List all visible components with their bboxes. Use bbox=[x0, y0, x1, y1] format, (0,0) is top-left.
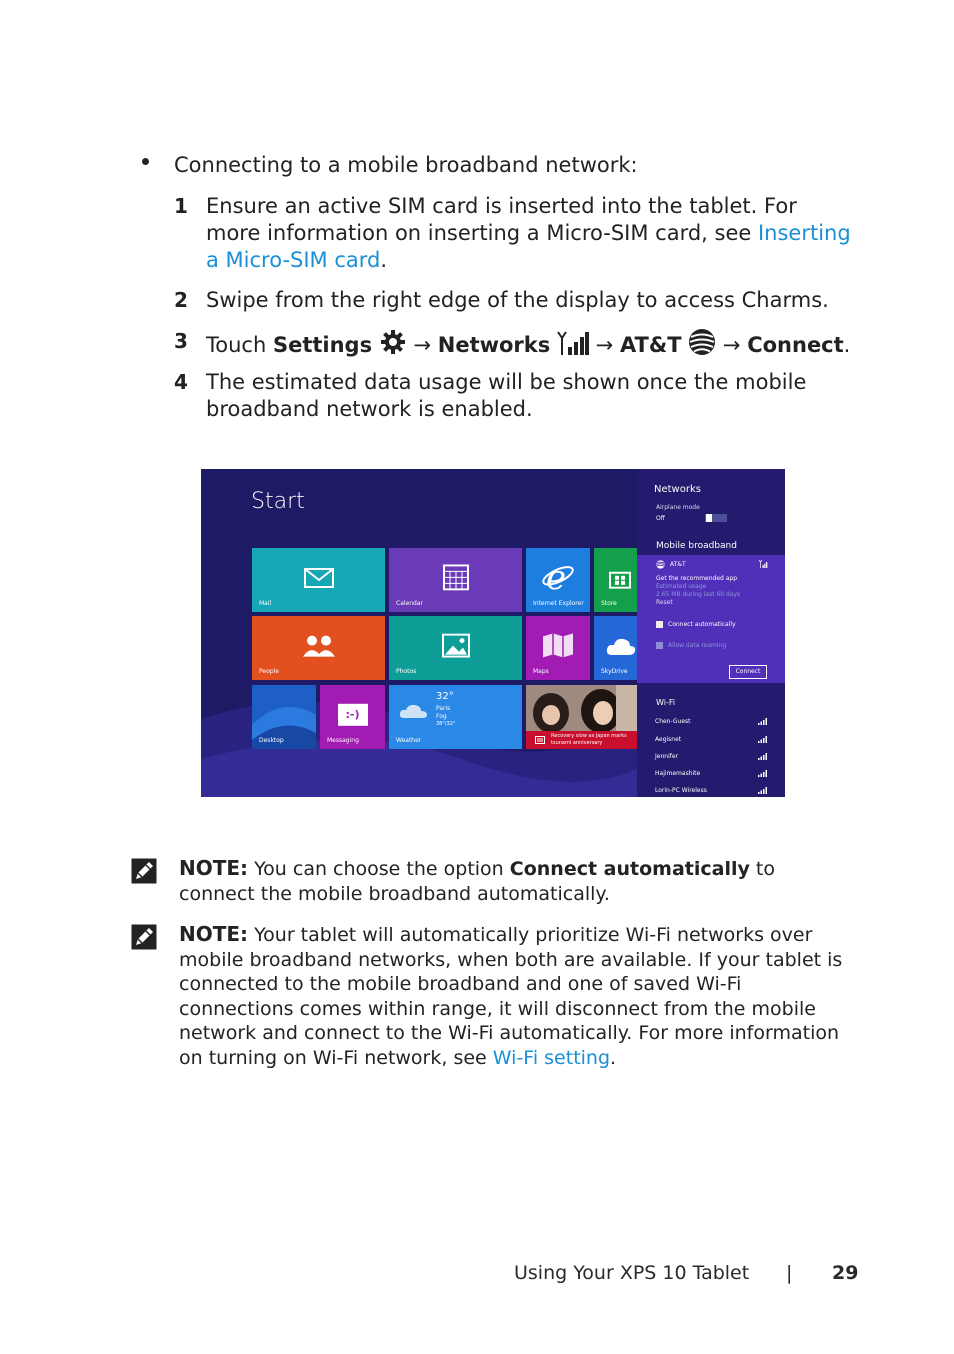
weather-tile[interactable]: 32° Paris Fog 38°/32° Weather bbox=[389, 685, 522, 749]
wifi-network[interactable]: Aegisnet bbox=[655, 736, 767, 743]
messaging-tile[interactable]: :-) Messaging bbox=[320, 685, 385, 749]
maps-icon bbox=[542, 632, 574, 658]
step-4-text: The estimated data usage will be shown once the mobile broadband network is enabled. bbox=[206, 370, 807, 421]
bullet-intro: Connecting to a mobile broadband network: bbox=[174, 153, 638, 177]
note-wifi-priority: NOTE: Your tablet will automatically prioritize Wi-Fi networks over mobile broadband networks, when both are available. If your tablet is connected to the mobile broadband and one of saved Wi-Fi connections comes within range, it will disconnect from the mobile network and connect to the Wi-Fi automatically. For more information on turning on Wi-Fi network, see Wi-Fi setting. bbox=[179, 922, 843, 1069]
wifi-signal-icon bbox=[758, 718, 767, 725]
step-4-number: 4 bbox=[174, 370, 188, 394]
photos-tile[interactable]: Photos bbox=[389, 616, 522, 680]
wifi-heading: Wi-Fi bbox=[656, 698, 676, 707]
store-tile[interactable]: Store bbox=[594, 548, 637, 612]
wifi-network[interactable]: Chen-Guest bbox=[655, 718, 767, 725]
news-caption-bar: Recovery slow as Japan marks tsunami anniversary bbox=[526, 731, 637, 749]
internet-explorer-icon bbox=[541, 561, 575, 593]
signal-bars-icon bbox=[557, 330, 589, 356]
step-3-text: Touch Settings → Networks → AT&T → Connect. bbox=[206, 328, 856, 359]
news-icon bbox=[535, 736, 545, 744]
weather-temp: 32° bbox=[436, 691, 454, 702]
networks-charm-panel bbox=[637, 469, 785, 797]
people-icon bbox=[301, 634, 337, 658]
ie-tile[interactable]: e Internet Explorer bbox=[526, 548, 590, 612]
start-screen-screenshot bbox=[201, 469, 785, 797]
allow-roaming-label: Allow data roaming bbox=[668, 642, 727, 649]
networks-title: Networks bbox=[654, 484, 701, 495]
people-tile[interactable]: People bbox=[252, 616, 385, 680]
connect-automatically-checkbox[interactable] bbox=[656, 621, 663, 628]
footer-section-title: Using Your XPS 10 Tablet bbox=[514, 1262, 750, 1284]
wifi-network[interactable]: Jennifer bbox=[655, 753, 767, 760]
bullet-dot bbox=[142, 158, 149, 165]
step-2-text: Swipe from the right edge of the display to access Charms. bbox=[206, 288, 829, 312]
wifi-network[interactable]: Hajimemashite bbox=[655, 770, 767, 777]
inserting-sim-link[interactable]: Inserting a Micro-SIM card bbox=[206, 221, 851, 272]
wifi-signal-icon bbox=[758, 736, 767, 743]
mail-tile[interactable]: Mail bbox=[252, 548, 385, 612]
news-photo bbox=[526, 685, 637, 731]
step-3-number: 3 bbox=[174, 329, 188, 353]
page-number: 29 bbox=[832, 1262, 859, 1284]
step-1-text: Ensure an active SIM card is inserted into the tablet. For more information on inserting a Micro-SIM card, see Inserting a Micro-SIM card. bbox=[206, 194, 851, 272]
weather-city: Paris bbox=[436, 705, 451, 712]
wifi-network[interactable]: Lorin-PC Wireless bbox=[655, 787, 767, 794]
weather-condition: Fog bbox=[436, 713, 447, 720]
connect-automatically-label: Connect automatically bbox=[668, 621, 736, 628]
photos-icon bbox=[442, 634, 470, 658]
signal-bars-icon bbox=[759, 560, 768, 568]
wifi-setting-link[interactable]: Wi-Fi setting bbox=[492, 1046, 611, 1069]
airplane-mode-toggle[interactable] bbox=[705, 514, 727, 522]
airplane-mode-value: Off bbox=[656, 515, 665, 522]
att-connection-panel[interactable] bbox=[637, 555, 785, 683]
att-globe-icon bbox=[656, 560, 665, 569]
gear-icon bbox=[379, 328, 407, 356]
weather-range: 38°/32° bbox=[436, 721, 456, 727]
fog-cloud-icon bbox=[399, 702, 429, 720]
news-tile[interactable] bbox=[526, 685, 637, 749]
cloud-icon bbox=[606, 636, 636, 656]
maps-tile[interactable]: Maps bbox=[526, 616, 590, 680]
reset-link[interactable]: Reset bbox=[656, 599, 673, 606]
step-1-number: 1 bbox=[174, 194, 188, 218]
usage-detail: 2.65 MB during last 60 days bbox=[656, 591, 741, 598]
footer-separator: | bbox=[786, 1262, 793, 1284]
att-globe-icon bbox=[688, 328, 716, 356]
chat-bubble-icon: :-) bbox=[338, 704, 368, 726]
store-icon bbox=[608, 567, 632, 589]
wifi-signal-icon bbox=[758, 787, 767, 794]
airplane-mode-label: Airplane mode bbox=[656, 504, 700, 511]
wifi-signal-icon bbox=[758, 770, 767, 777]
mobile-broadband-heading: Mobile broadband bbox=[656, 541, 737, 551]
step-2-number: 2 bbox=[174, 288, 188, 312]
svg-text:e: e bbox=[546, 560, 567, 593]
allow-roaming-checkbox[interactable] bbox=[656, 642, 663, 649]
desktop-tile[interactable]: Desktop bbox=[252, 685, 316, 749]
get-app-link[interactable]: Get the recommended app bbox=[656, 575, 738, 582]
start-title: Start bbox=[251, 489, 305, 514]
note-pencil-icon bbox=[131, 924, 157, 950]
calendar-tile[interactable]: Calendar bbox=[389, 548, 522, 612]
estimated-usage-label: Estimated usage bbox=[656, 583, 707, 590]
calendar-icon bbox=[443, 564, 469, 590]
wifi-signal-icon bbox=[758, 753, 767, 760]
skydrive-tile[interactable]: SkyDrive bbox=[594, 616, 637, 680]
carrier-name: AT&T bbox=[670, 561, 686, 568]
mail-icon bbox=[304, 568, 334, 588]
note-pencil-icon bbox=[131, 858, 157, 884]
toggle-knob bbox=[706, 514, 712, 522]
connect-button[interactable]: Connect bbox=[729, 665, 767, 679]
note-connect-automatically: NOTE: You can choose the option Connect automatically to connect the mobile broadband automatically. bbox=[179, 856, 775, 905]
